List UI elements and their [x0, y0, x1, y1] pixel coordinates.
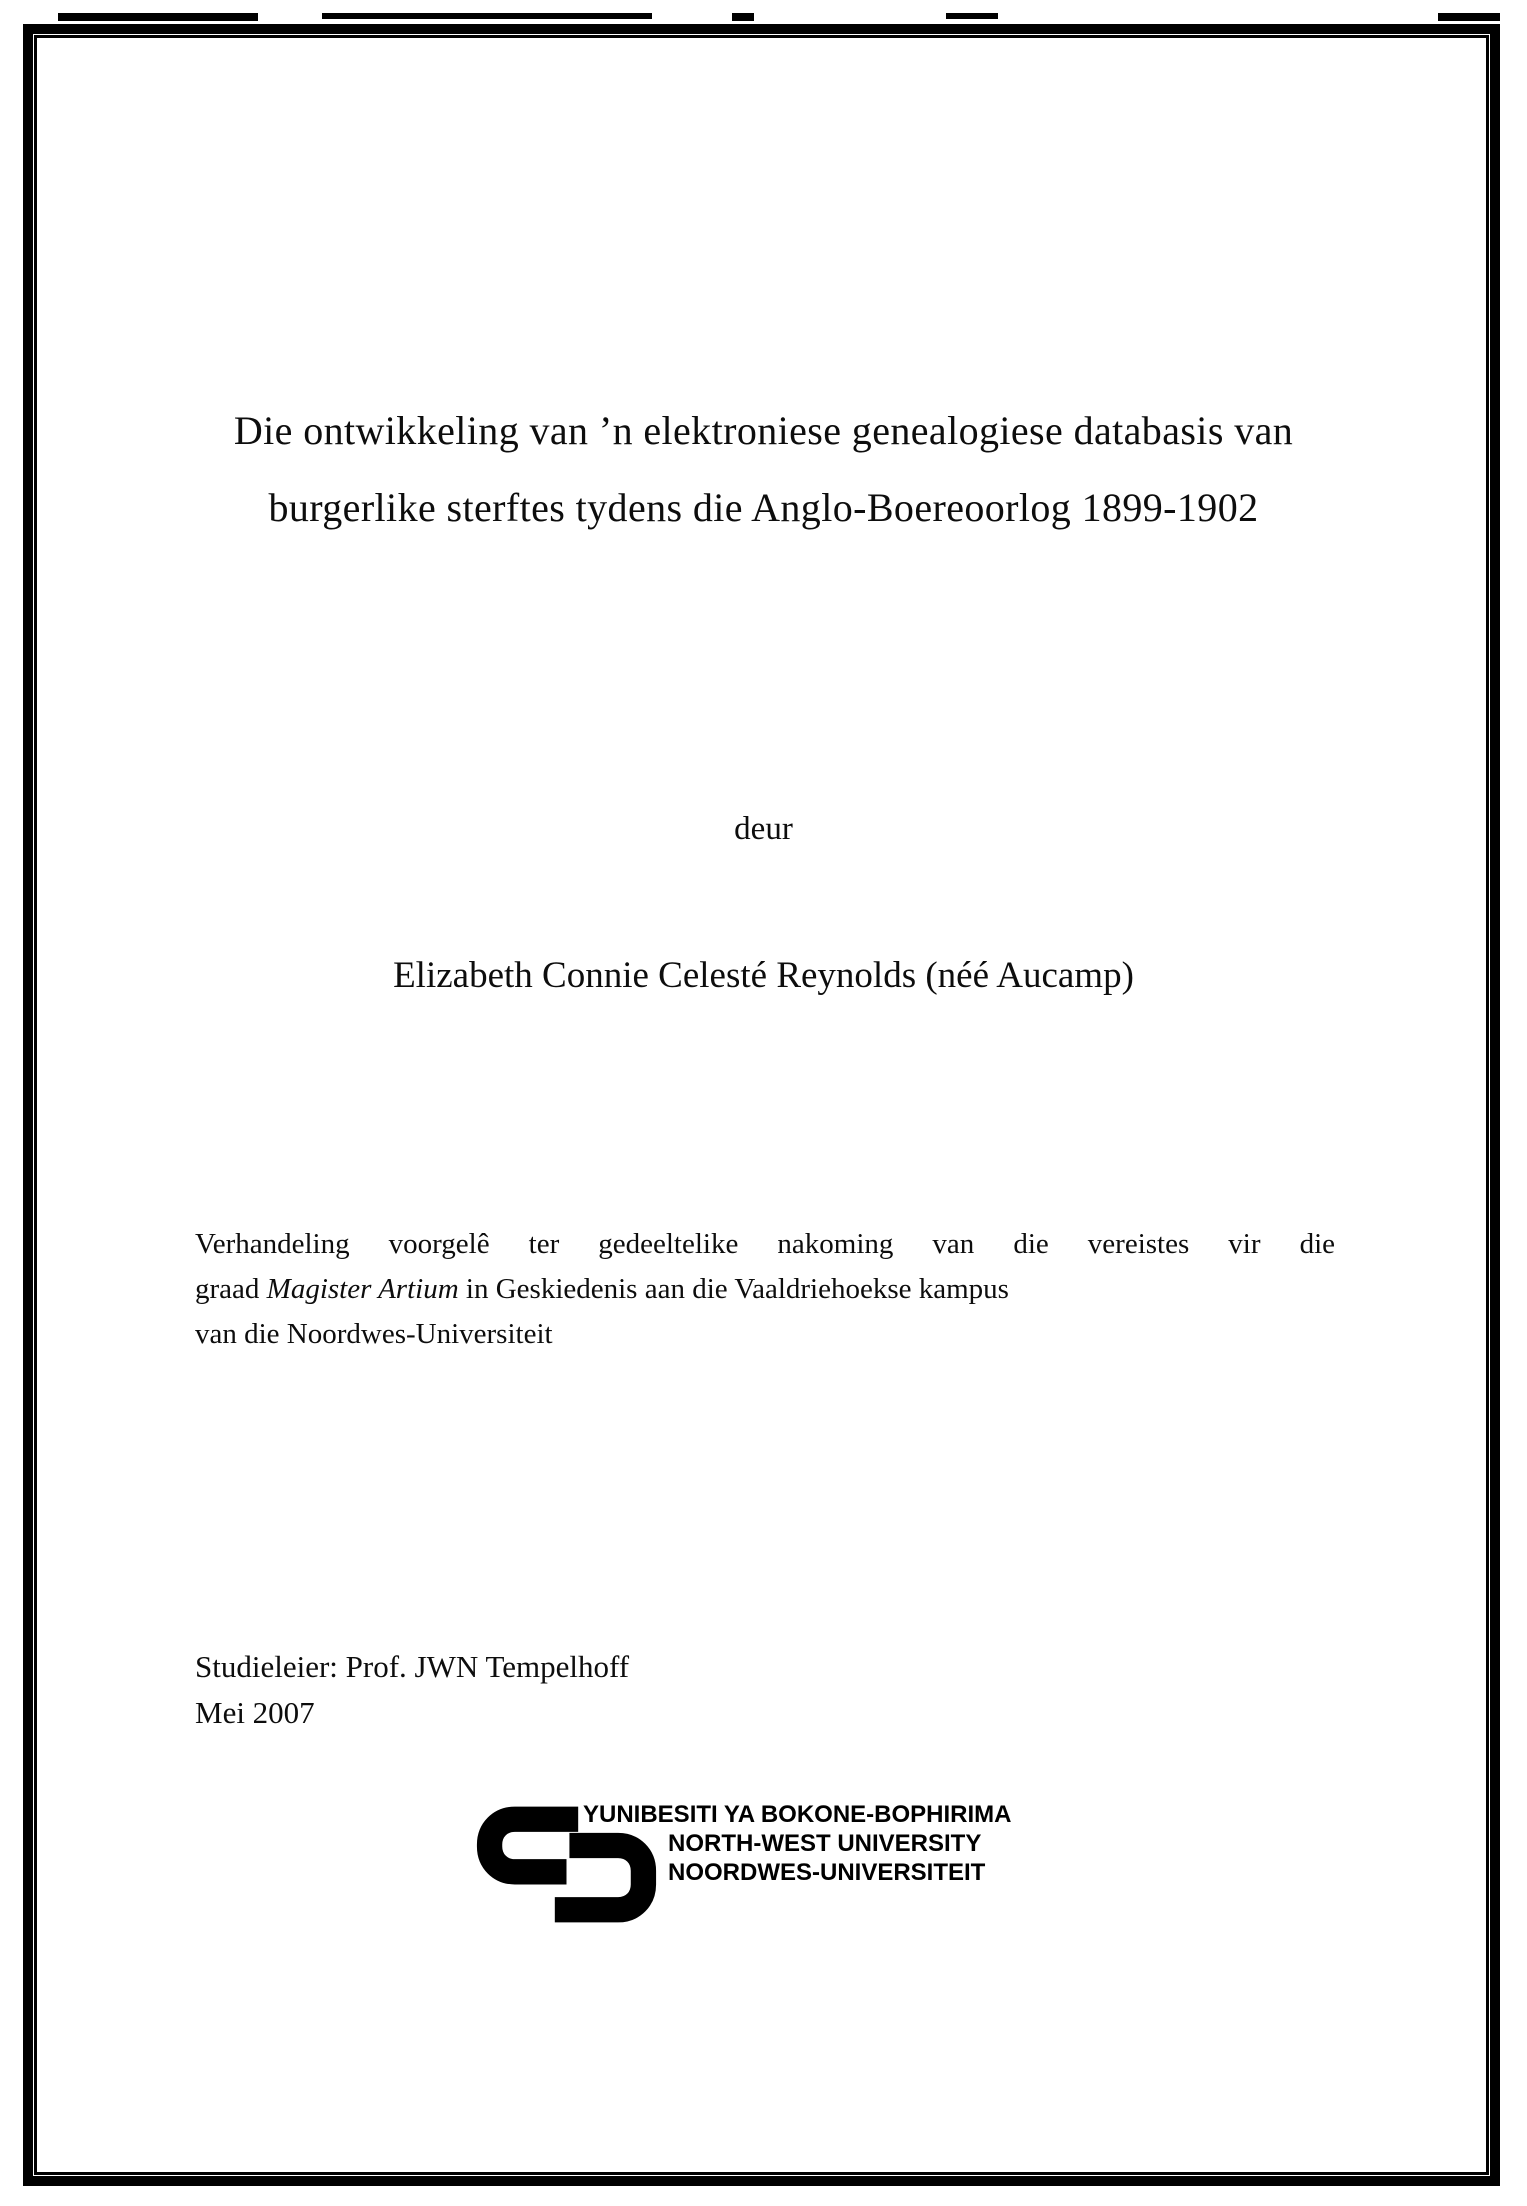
- degree-name: Magister Artium: [266, 1273, 459, 1305]
- statement-line2-prefix: graad: [195, 1273, 267, 1305]
- university-logo: [474, 1797, 1094, 1937]
- scan-artifact: [322, 13, 652, 19]
- byline-label: deur: [734, 811, 793, 847]
- scan-artifact: [946, 13, 998, 19]
- statement-line-1: Verhandeling voorgelê ter gedeeltelike nakoming van die vereistes vir die: [195, 1228, 1335, 1260]
- logo-wordmark: [583, 1800, 1012, 1887]
- scan-artifact: [1438, 13, 1500, 21]
- scan-artifact: [58, 13, 258, 21]
- statement-line-3: van die Noordwes-Universiteit: [195, 1318, 553, 1350]
- date-line: Mei 2007: [195, 1695, 315, 1730]
- supervisor-block: [195, 1644, 629, 1736]
- logo-text-english: NORTH-WEST UNIVERSITY: [668, 1830, 982, 1857]
- thesis-title: [40, 392, 1487, 546]
- supervisor-line: Studieleier: Prof. JWN Tempelhoff: [195, 1649, 630, 1684]
- author-name: Elizabeth Connie Celesté Reynolds (néé Aucamp): [393, 955, 1134, 996]
- scan-artifact: [732, 13, 754, 21]
- thesis-title-line-2: burgerlike sterftes tydens die Anglo-Boereoorlog 1899-1902: [268, 485, 1259, 530]
- statement-line2-suffix: in Geskiedenis aan die Vaaldriehoekse kampus: [458, 1273, 1009, 1305]
- thesis-title-line-1: Die ontwikkeling van ’n elektroniese genealogiese databasis van: [233, 408, 1294, 453]
- statement-line-2: [195, 1267, 1335, 1312]
- submission-statement: [195, 1222, 1335, 1357]
- logo-text-setswana: YUNIBESITI YA BOKONE-BOPHIRIMA: [583, 1801, 1012, 1828]
- logo-text-afrikaans: NOORDWES-UNIVERSITEIT: [668, 1859, 986, 1886]
